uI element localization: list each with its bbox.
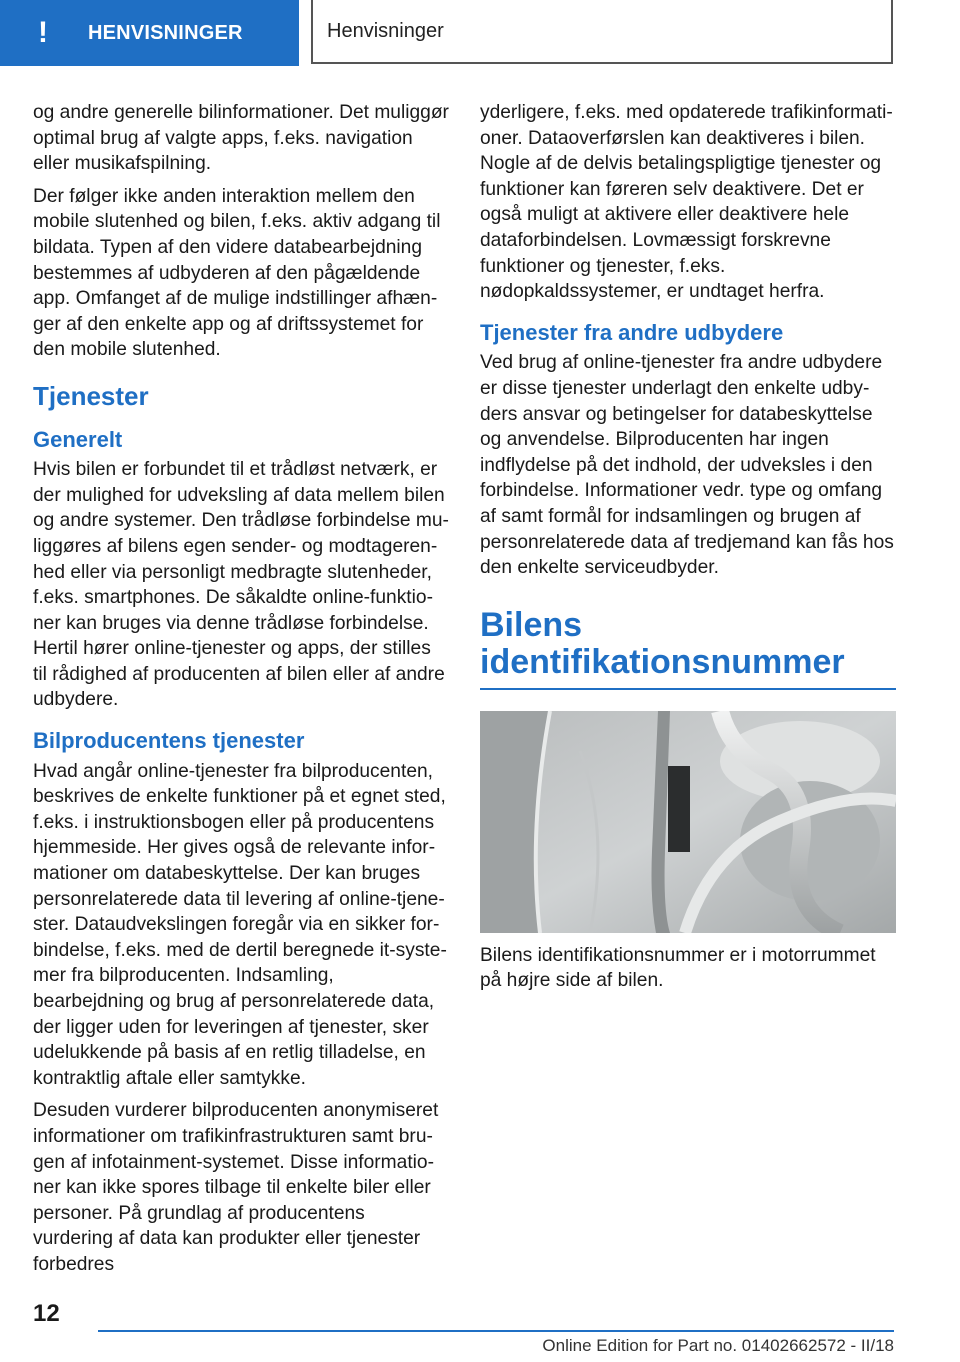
paragraph: Hvad angår online-tjenester fra bilproducenten, beskrives de enkelte funktioner på et egnet sted, f.eks. i instruktionsbogen eller på producentens hjemmeside. Her gives også de relevante informationer om databeskyttelse. Der kan bruges personrelaterede data til levering af online-tjenester. Dataudvekslingen foregår via en sikker forbindelse, f.eks. med de dertil beregnede it-systemer fra bilproducenten. Indsamling, bearbejdning og brug af personrelaterede data, der ligger uden for leveringen af tjenester, sker udelukkende på basis af en retlig tilladelse, en kontraktlig aftale eller samtykke. (33, 760, 447, 1089)
paragraph: yderligere, f.eks. med opdaterede trafikinformationer. Dataoverførslen kan deaktiveres i bilen. Nogle af de delvis betalingspligtige tjenester og funktioner kan føreren selv deaktivere. Det er også muligt at aktivere eller deaktivere hele dataforbindelsen. Lovmæssigt forskrevne funktioner og tjenester, f.eks. nødopkaldssystemer, er undtaget herfra. (480, 102, 893, 303)
page-title: Henvisninger (327, 19, 444, 42)
footer-edition: Online Edition for Part no. 01402662572 - II/18 (542, 1336, 894, 1355)
paragraph: Ved brug af online-tjenester fra andre udbydere er disse tjenester underlagt den enkelte udbyders ansvar og betingelser for databeskyttelse og anvendelse. Bilproducenten har ingen indflydelse på det indhold, der udveksles i den forbindelse. Informationer vedr. type og omfang af samt formål for indsamlingen og brugen af personrelaterede data af tredjemand kan fås hos den enkelte serviceudbyder. (480, 352, 894, 579)
section-tab[interactable] (0, 0, 299, 66)
engine-bay-photo (480, 711, 896, 933)
paragraph: Desuden vurderer bilproducenten anonymiseret informationer om trafikinfrastrukturen samt brugen af infotainment-systemet. Disse informationer kan ikke spores tilbage til enkelte biler eller personer. På grundlag af producentens vurdering af data kan produkter eller tjenester forbedres (33, 1100, 439, 1275)
heading-vehicle-id-number: Bilens identifikationsnummer (480, 607, 896, 690)
heading-services: Tjenester (33, 380, 149, 411)
left-column (33, 100, 449, 1285)
heading-general: Generelt (33, 426, 123, 452)
paragraph: Der følger ikke anden interaktion mellem den mobile slutenhed og bilen, f.eks. aktiv adgang til bildata. Typen af den videre databearbejdning bestemmes af udbyderen af den pågældende app. Omfanget af de mulige indstillinger afhænger af den enkelte app og af driftssystemet for den mobile slutenhed. (33, 185, 441, 361)
paragraph: Hvis bilen er forbundet til et trådløst netværk, er der mulighed for udveksling af data mellem bilen og andre systemer. Den trådløse forbindelse muliggøres af bilens egen sender- og modtagerenhed eller via personligt medbragte slutenheder, f.eks. smartphones. De såkaldte online-funktioner kan bruges via denne trådløse forbindelse. Hertil hører online-tjenester og apps, der stilles til rådighed af producenten af bilen eller af andre udbydere. (33, 459, 449, 711)
page-header (0, 0, 960, 66)
warning-icon: ! (38, 16, 48, 49)
page-title-box (311, 0, 893, 64)
right-column (480, 100, 896, 1001)
footer-divider (98, 1330, 894, 1332)
heading-third-party-services: Tjenester fra andre udbydere (480, 319, 784, 345)
photo-caption: Bilens identifikationsnummer er i motorrummet på højre side af bilen. (480, 944, 876, 992)
heading-manufacturer-services: Bilproducentens tjenester (33, 728, 305, 754)
section-label: HENVISNINGER (88, 21, 243, 44)
paragraph: og andre generelle bilinformationer. Det muliggør optimal brug af valgte apps, f.eks. navigation eller musikafspilning. (33, 102, 449, 175)
page-number: 12 (33, 1300, 60, 1327)
